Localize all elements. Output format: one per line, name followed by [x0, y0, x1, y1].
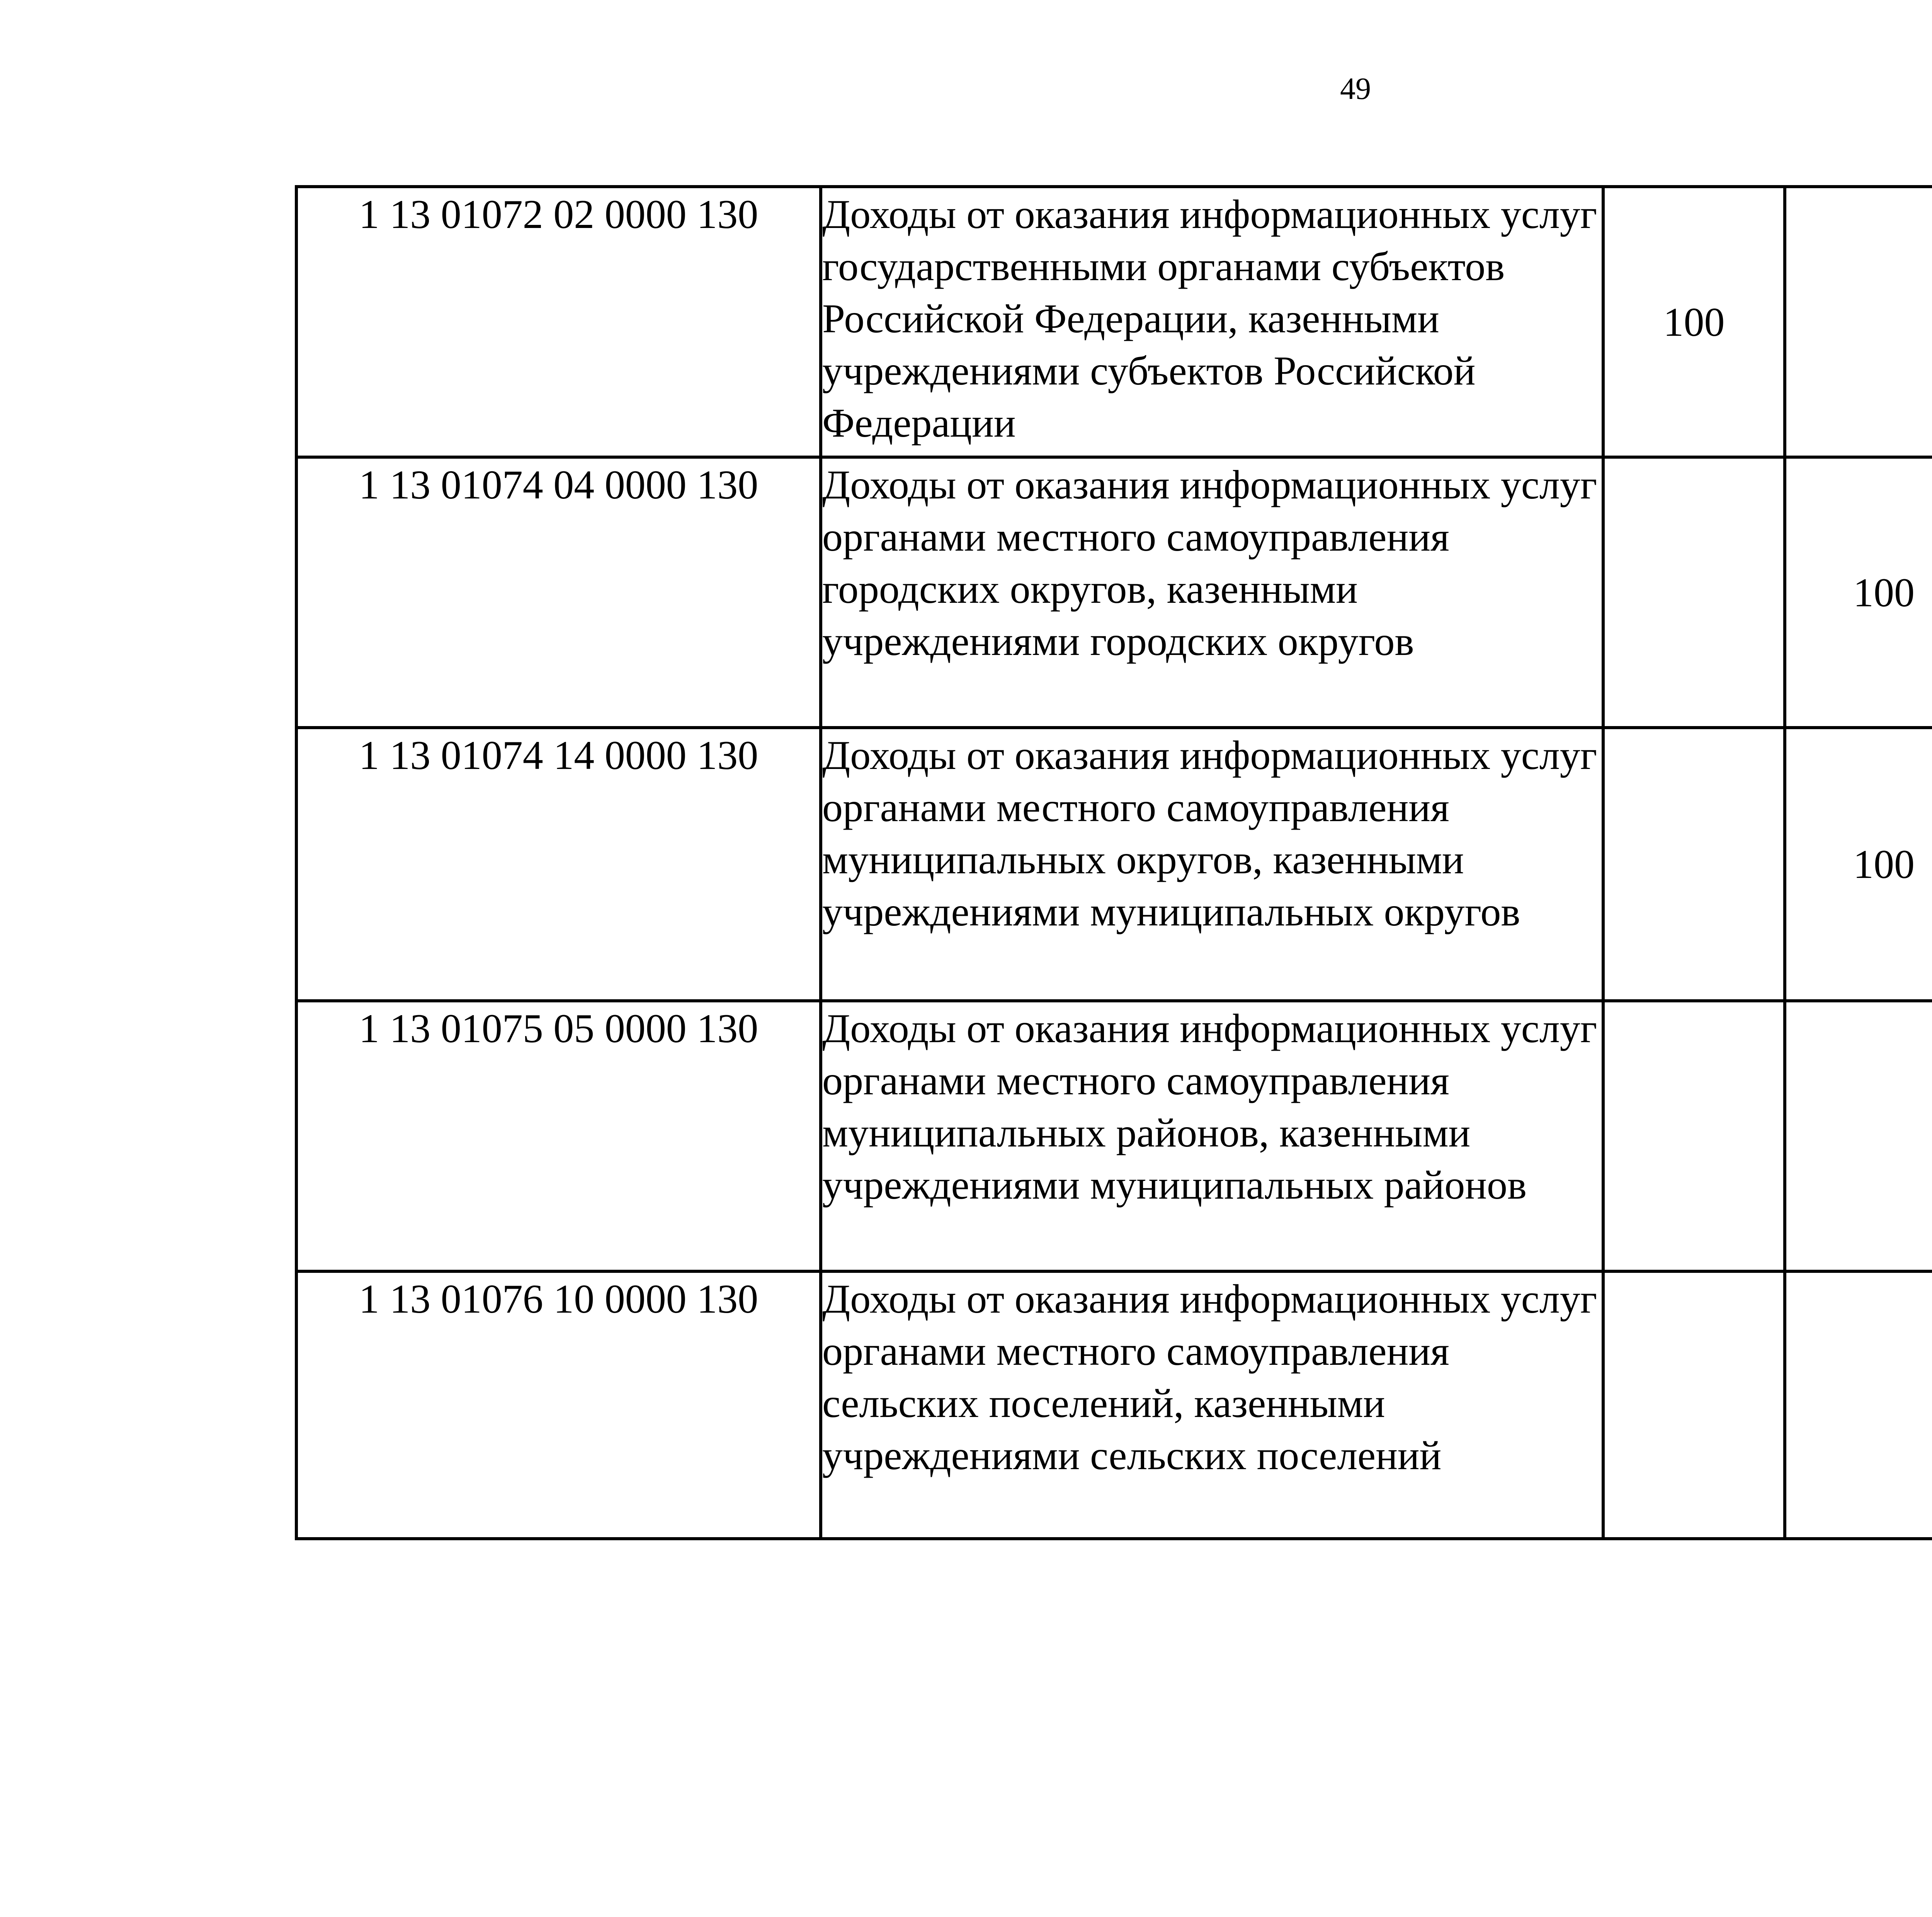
income-description-cell: Доходы от оказания информационных услуг органами местного самоуправления муниципальных районов, казенными учреждениями муниципальных районов: [821, 1001, 1603, 1271]
income-description-cell: Доходы от оказания информационных услуг органами местного самоуправления муниципальных округов, казенными учреждениями муниципальных округов: [821, 728, 1603, 1001]
value-cell: [1603, 728, 1785, 1001]
income-description-cell: Доходы от оказания информационных услуг органами местного самоуправления сельских поселений, казенными учреждениями сельских поселений: [821, 1271, 1603, 1539]
table-row: [296, 728, 1932, 1001]
income-code-cell: 1 13 01074 04 0000 130: [296, 457, 821, 728]
value-cell: [1785, 1271, 1932, 1539]
income-description-cell: Доходы от оказания информационных услуг органами местного самоуправления городских округов, казенными учреждениями городских округов: [821, 457, 1603, 728]
page-number: 49: [1340, 72, 1371, 106]
value-cell: 100: [1785, 457, 1932, 728]
table-row: [296, 1001, 1932, 1271]
income-code-cell: 1 13 01072 02 0000 130: [296, 187, 821, 457]
value-cell: [1603, 457, 1785, 728]
income-codes-table: [295, 185, 1932, 1540]
income-description-cell: Доходы от оказания информационных услуг государственными органами субъектов Российской Федерации, казенными учреждениями субъектов Российской Федерации: [821, 187, 1603, 457]
value-cell: [1785, 1001, 1932, 1271]
value-cell: [1603, 1271, 1785, 1539]
value-cell: 100: [1603, 187, 1785, 457]
table-row: [296, 1271, 1932, 1539]
income-code-cell: 1 13 01074 14 0000 130: [296, 728, 821, 1001]
value-cell: [1603, 1001, 1785, 1271]
income-code-cell: 1 13 01076 10 0000 130: [296, 1271, 821, 1539]
table-row: [296, 457, 1932, 728]
value-cell: [1785, 187, 1932, 457]
table-row: [296, 187, 1932, 457]
income-code-cell: 1 13 01075 05 0000 130: [296, 1001, 821, 1271]
value-cell: 100: [1785, 728, 1932, 1001]
